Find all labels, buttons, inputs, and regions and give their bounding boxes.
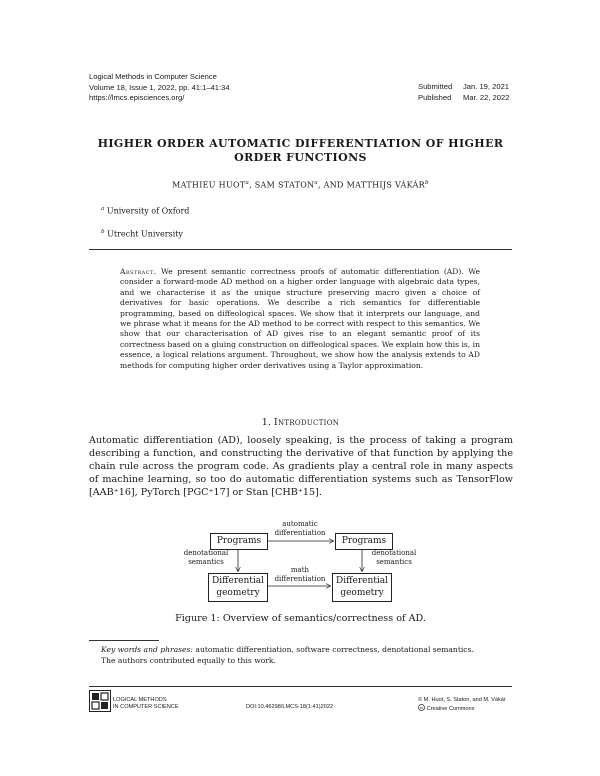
label-bottom-line1: math [290, 566, 310, 574]
label-right-line2: semantics [376, 558, 412, 566]
section-number: 1. [261, 417, 271, 428]
svg-text:cc: cc [419, 706, 424, 710]
published-date: Mar. 22, 2022 [463, 92, 510, 102]
lmcs-logo-text [113, 697, 179, 711]
authors-note: The authors contributed equally to this work. [101, 656, 276, 665]
copyright-block [418, 697, 506, 713]
doi[interactable]: DOI:10.46298/LMCS-18(1:41)2022 [246, 704, 334, 710]
footnote-rule [89, 640, 159, 641]
label-denotational-left [176, 549, 236, 567]
abstract-heading: Abstract. [120, 267, 157, 276]
label-top-line1: automatic [282, 520, 318, 528]
box-geometry-left-line2: geometry [216, 588, 260, 598]
label-right-line1: denotational [371, 549, 417, 557]
box-programs-right [335, 533, 393, 550]
journal-url[interactable]: https://lmcs.episciences.org/ [89, 93, 185, 102]
submitted-date: Jan. 19, 2021 [463, 82, 510, 91]
abstract-text: We present semantic correctness proofs of automatic differentiation (AD). We consider a forward-mode AD method on a higher order language with algebraic data types, and we characterise it as the unique structure preserving macro given a choice of derivatives for basic operations. We describe a rich semantics for differentiable programming, based on diffeological spaces. We show that it interprets our language, and we phrase what it means for the AD method to be correct with respect to this semantics. We show that our characterisation of AD gives rise to an elegant semantic proof of its correctness based on a gluing construction on diffeological spaces. We explain how this is, in essence, a logical relations argument. Throughout, we show how the analysis extends to AD methods for computing higher order derivatives using a Taylor approximation. [120, 267, 480, 370]
footnote [101, 644, 474, 666]
logo-line-2: IN COMPUTER SCIENCE [113, 704, 179, 710]
section-title: Introduction [273, 417, 340, 428]
author-2-affil: a [314, 180, 318, 186]
author-2: , SAM STATON [249, 180, 315, 190]
box-programs-left [210, 533, 268, 550]
author-3-affil: b [425, 180, 429, 186]
figure-caption: Figure 1: Overview of semantics/correctness of AD. [175, 613, 426, 624]
cc-icon [418, 704, 425, 711]
label-bottom-line2: differentiation [274, 575, 326, 583]
license-line [418, 704, 506, 713]
box-programs-right-label: Programs [341, 536, 387, 546]
label-left-line1: denotational [183, 549, 229, 557]
title-line-2: ORDER FUNCTIONS [234, 151, 367, 164]
journal-volume: Volume 18, Issue 1, 2022, pp. 41:1–41:34 [89, 82, 230, 92]
box-geometry-left-line1: Differential [212, 576, 264, 586]
footer-rule [89, 686, 512, 687]
author-1-affil: a [245, 180, 250, 186]
author-3: , AND MATTHIJS VÁKÁR [317, 180, 425, 190]
label-top-line2: differentiation [274, 529, 326, 537]
affiliation-a-marker: a [101, 206, 105, 212]
journal-name: Logical Methods in Computer Science [89, 72, 217, 81]
intro-paragraph: Automatic differentiation (AD), loosely speaking, is the process of taking a program describing a function, and constructing the derivative of that function by applying the chain rule across the program code. As gradients play a central role in many aspects of machine learning, so too do automatic differentiation systems such as TensorFlow [AAB⁺16], PyTorch [PGC⁺17] or Stan [CHB⁺15]. [89, 435, 513, 499]
box-geometry-right-line2: geometry [340, 588, 384, 598]
label-automatic-differentiation [265, 520, 335, 538]
keywords: automatic differentiation, software correctness, denotational semantics. [195, 645, 474, 654]
license[interactable]: Creative Commons [426, 706, 475, 712]
title-line-1: HIGHER ORDER AUTOMATIC DIFFERENTIATION OF HIGHER [97, 137, 504, 150]
author-1: MATHIEU HUOT [172, 180, 246, 190]
label-denotational-right [364, 549, 424, 567]
box-geometry-right [332, 573, 392, 602]
label-left-line2: semantics [188, 558, 224, 566]
copyright: © M. Huot, S. Staton, and M. Vákár [418, 697, 506, 703]
logo-line-1: LOGICAL METHODS [113, 697, 167, 703]
published-label: Published [418, 92, 452, 102]
box-geometry-left [208, 573, 268, 602]
submitted-label: Submitted [418, 82, 453, 91]
affiliation-a-name: University of Oxford [106, 206, 190, 216]
affiliation-b-marker: b [101, 229, 105, 235]
keywords-label: Key words and phrases: [101, 645, 193, 654]
box-geometry-right-line1: Differential [336, 576, 388, 586]
keywords-line [101, 644, 474, 655]
box-programs-left-label: Programs [216, 536, 262, 546]
lmcs-logo-icon [89, 690, 111, 712]
label-math-differentiation [265, 566, 335, 584]
affiliation-b-name: Utrecht University [107, 229, 183, 239]
